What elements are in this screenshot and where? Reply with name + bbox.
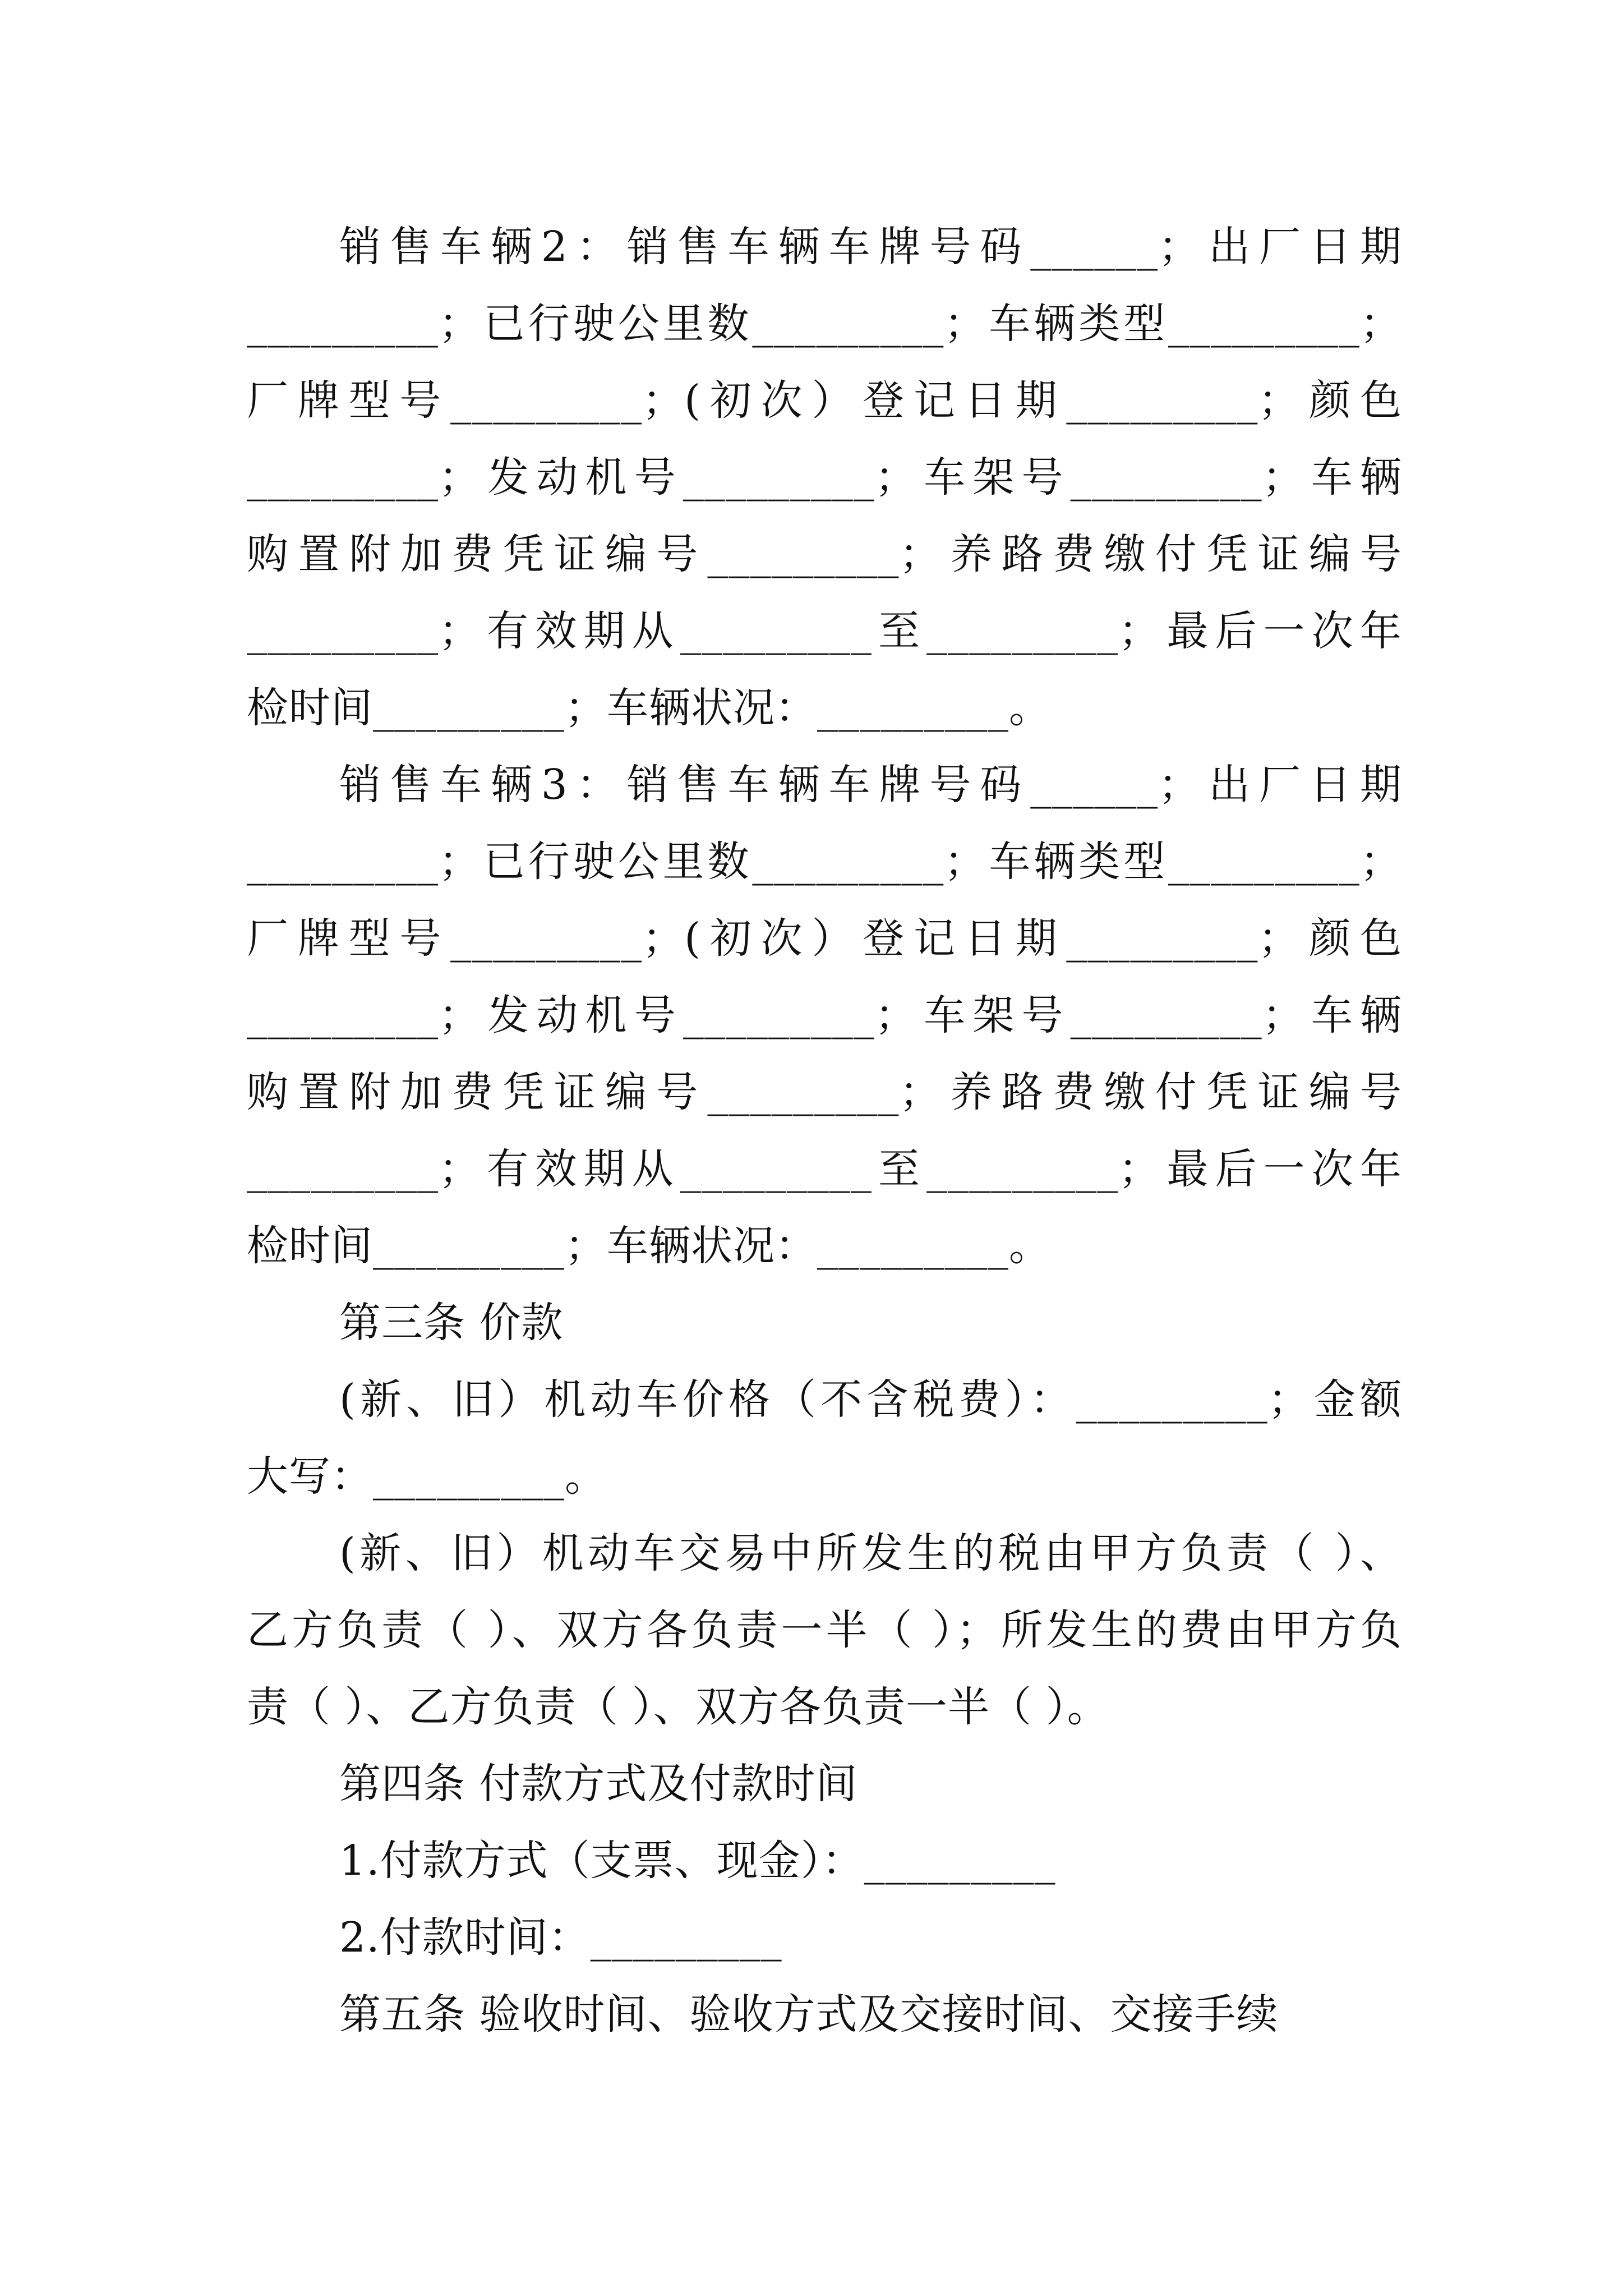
payment-time-line: 2.付款时间：_________	[339, 1913, 782, 1962]
article-4-heading: 第四条 付款方式及付款时间	[339, 1760, 858, 1808]
price-paragraph-line: 大写：_________。	[247, 1452, 607, 1501]
vehicle-3-paragraph-line: 检时间_________；车辆状况：_________。	[247, 1222, 1051, 1270]
vehicle-2-paragraph-line: 检时间_________；车辆状况：_________。	[247, 684, 1051, 732]
tax-paragraph-line: (新、旧）机动车交易中所发生的税由甲方负责（ ）、	[339, 1529, 1402, 1577]
price-paragraph-line: (新、旧）机动车价格（不含税费）：_________；金额	[339, 1375, 1402, 1424]
vehicle-3-paragraph-line: 厂牌型号_________；(初次）登记日期_________；颜色	[247, 914, 1402, 963]
vehicle-3-paragraph-line: _________；发动机号_________；车架号_________；车辆	[247, 991, 1402, 1039]
vehicle-3-paragraph-line: 销售车辆3：销售车辆车牌号码______；出厂日期	[339, 761, 1402, 809]
vehicle-3-paragraph-line: 购置附加费凭证编号_________；养路费缴付凭证编号	[247, 1068, 1402, 1116]
vehicle-2-paragraph-line: 厂牌型号_________；(初次）登记日期_________；颜色	[247, 376, 1402, 425]
vehicle-3-paragraph-line: _________；已行驶公里数_________；车辆类型_________；	[247, 838, 1402, 886]
vehicle-2-paragraph-line: _________；已行驶公里数_________；车辆类型_________；	[247, 300, 1402, 348]
vehicle-3-paragraph-line: _________；有效期从_________至_________；最后一次年	[247, 1145, 1402, 1193]
tax-paragraph-line: 乙方负责（ ）、双方各负责一半（ ）；所发生的费由甲方负	[247, 1606, 1402, 1654]
article-5-heading: 第五条 验收时间、验收方式及交接时间、交接手续	[339, 1990, 1279, 2039]
tax-paragraph-line: 责（ ）、乙方负责（ ）、双方各负责一半（ ）。	[247, 1683, 1109, 1731]
vehicle-2-paragraph-line: _________；发动机号_________；车架号_________；车辆	[247, 453, 1402, 501]
payment-method-line: 1.付款方式（支票、现金）：_________	[339, 1837, 1056, 1885]
article-3-heading: 第三条 价款	[339, 1299, 564, 1347]
vehicle-2-paragraph-line: _________；有效期从_________至_________；最后一次年	[247, 607, 1402, 655]
vehicle-2-paragraph-line: 销售车辆2：销售车辆车牌号码______；出厂日期	[339, 223, 1402, 271]
document-body	[247, 209, 1402, 2053]
vehicle-2-paragraph-line: 购置附加费凭证编号_________；养路费缴付凭证编号	[247, 530, 1402, 578]
